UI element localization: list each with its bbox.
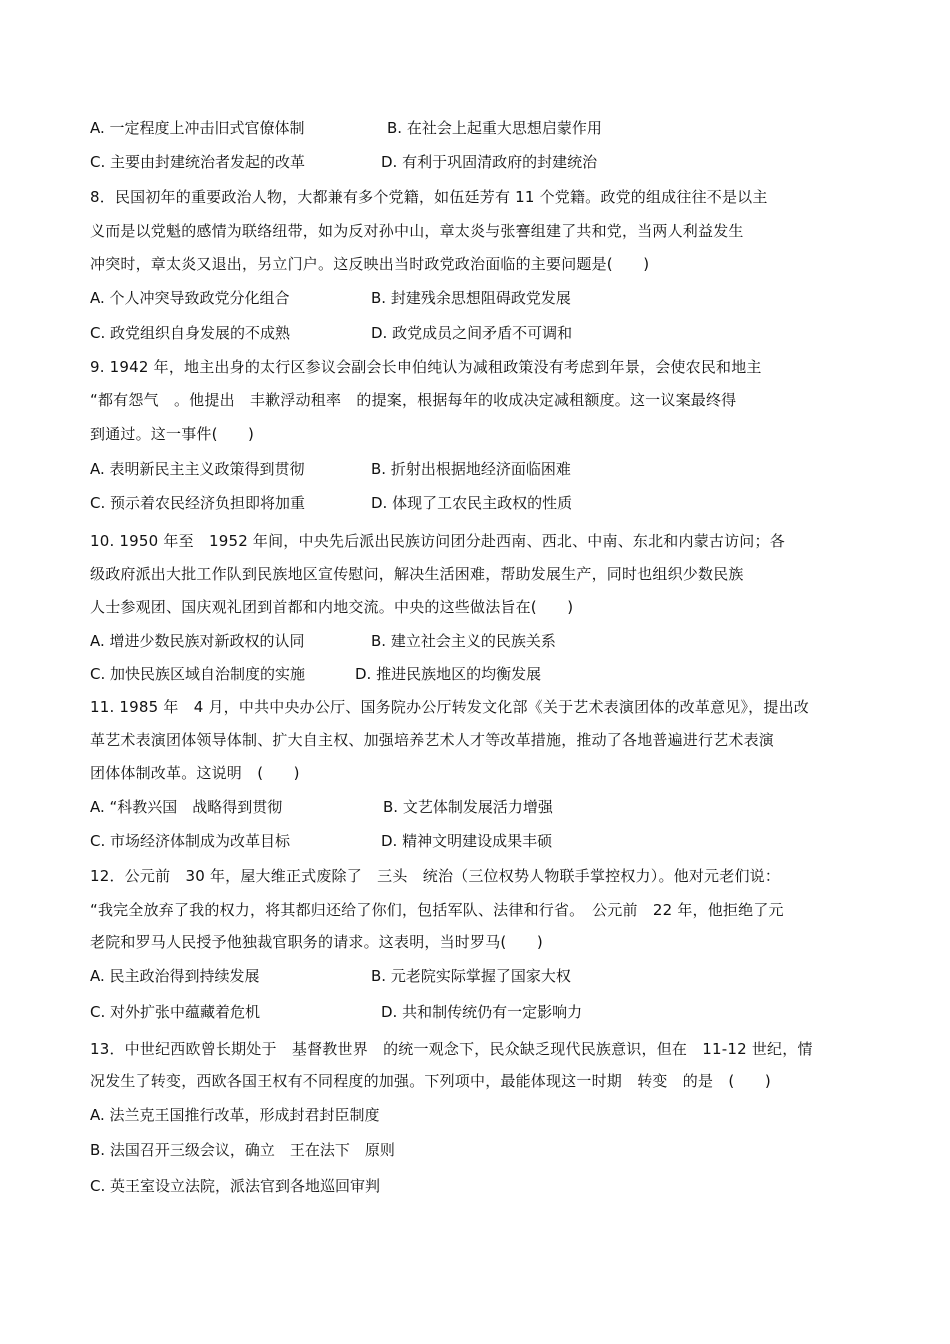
q9-stem-line-1: 9. 1942 年，地主出身的太行区参议会副会长申伯纯认为减租政策没有考虑到年景，会使农民和地主 [90,358,762,376]
q10-option-c: C. 加快民族区域自治制度的实施 [90,665,306,683]
q11-stem-line-3: 团体体制改革。这说明 ( ) [90,764,300,782]
q10-stem-line-2: 级政府派出大批工作队到民族地区宣传慰问，解决生活困难，帮助发展生产，同时也组织少数民族 [90,565,744,583]
q8-stem-line-2: 义而是以党魁的感情为联络纽带，如为反对孙中山，章太炎与张謇组建了共和党，当两人利益发生 [90,222,744,240]
q12-option-d: D. 共和制传统仍有一定影响力 [381,1003,583,1021]
q13-stem-line-2: 况发生了转变，西欧各国王权有不同程度的加强。下列项中，最能体现这一时期 转变 的是 ( ) [90,1072,771,1090]
q12-stem-line-1: 12．公元前 30 年，屋大维正式废除了 三头 统治（三位权势人物联手掌控权力）。他对元老们说： [90,867,781,885]
q12-stem-line-2: “我完全放弃了我的权力，将其都归还给了你们，包括军队、法律和行省。 公元前 22 年，他拒绝了元 [90,901,784,919]
q9-stem-line-3: 到通过。这一事件( ) [90,425,255,443]
q9-stem-line-2: “都有怨气 。他提出 丰歉浮动租率 的提案，根据每年的收成决定减租额度。这一议案最终得 [90,391,737,409]
q11-option-d: D. 精神文明建设成果丰硕 [381,832,553,850]
q9-option-d: D. 体现了工农民主政权的性质 [371,494,573,512]
q8-option-d: D. 政党成员之间矛盾不可调和 [371,324,573,342]
q12-stem-line-3: 老院和罗马人民授予他独裁官职务的请求。这表明，当时罗马( ) [90,933,543,951]
q13-option-b: B. 法国召开三级会议，确立 王在法下 原则 [90,1141,395,1159]
q11-option-a: A. “科教兴国 战略得到贯彻 [90,798,283,816]
q7-option-c: C. 主要由封建统治者发起的改革 [90,153,306,171]
q12-option-a: A. 民主政治得到持续发展 [90,967,260,985]
q8-stem-line-3: 冲突时，章太炎又退出，另立门户。这反映出当时政党政治面临的主要问题是( ) [90,255,650,273]
q8-stem-line-1: 8．民国初年的重要政治人物，大都兼有多个党籍，如伍廷芳有 11 个党籍。政党的组成往往不是以主 [90,188,768,206]
q11-stem-line-2: 革艺术表演团体领导体制、扩大自主权、加强培养艺术人才等改革措施，推动了各地普遍进行艺术表演 [90,731,775,749]
q12-option-b: B. 元老院实际掌握了国家大权 [371,967,571,985]
q10-stem-line-1: 10. 1950 年至 1952 年间，中央先后派出民族访问团分赴西南、西北、中南、东北和内蒙古访问；各 [90,532,785,550]
q8-option-b: B. 封建残余思想阻碍政党发展 [371,289,571,307]
q10-option-d: D. 推进民族地区的均衡发展 [355,665,542,683]
q8-option-c: C. 政党组织自身发展的不成熟 [90,324,291,342]
q9-option-c: C. 预示着农民经济负担即将加重 [90,494,306,512]
q10-option-b: B. 建立社会主义的民族关系 [371,632,556,650]
q11-option-c: C. 市场经济体制成为改革目标 [90,832,291,850]
q10-stem-line-3: 人士参观团、国庆观礼团到首都和内地交流。中央的这些做法旨在( ) [90,598,574,616]
q11-option-b: B. 文艺体制发展活力增强 [383,798,553,816]
q9-option-b: B. 折射出根据地经济面临困难 [371,460,571,478]
q13-stem-line-1: 13．中世纪西欧曾长期处于 基督教世界 的统一观念下，民众缺乏现代民族意识，但在 11-12 世纪，情 [90,1040,813,1058]
q8-option-a: A. 个人冲突导致政党分化组合 [90,289,290,307]
q7-option-d: D. 有利于巩固清政府的封建统治 [381,153,598,171]
q13-option-a: A. 法兰克王国推行改革，形成封君封臣制度 [90,1106,380,1124]
q10-option-a: A. 增进少数民族对新政权的认同 [90,632,305,650]
q7-option-b: B. 在社会上起重大思想启蒙作用 [387,119,602,137]
q12-option-c: C. 对外扩张中蕴藏着危机 [90,1003,261,1021]
q9-option-a: A. 表明新民主主义政策得到贯彻 [90,460,305,478]
q13-option-c: C. 英王室设立法院，派法官到各地巡回审判 [90,1177,381,1195]
q7-option-a: A. 一定程度上冲击旧式官僚体制 [90,119,305,137]
q11-stem-line-1: 11. 1985 年 4 月，中共中央办公厅、国务院办公厅转发文化部《关于艺术表演团体的改革意见》，提出改 [90,698,809,716]
